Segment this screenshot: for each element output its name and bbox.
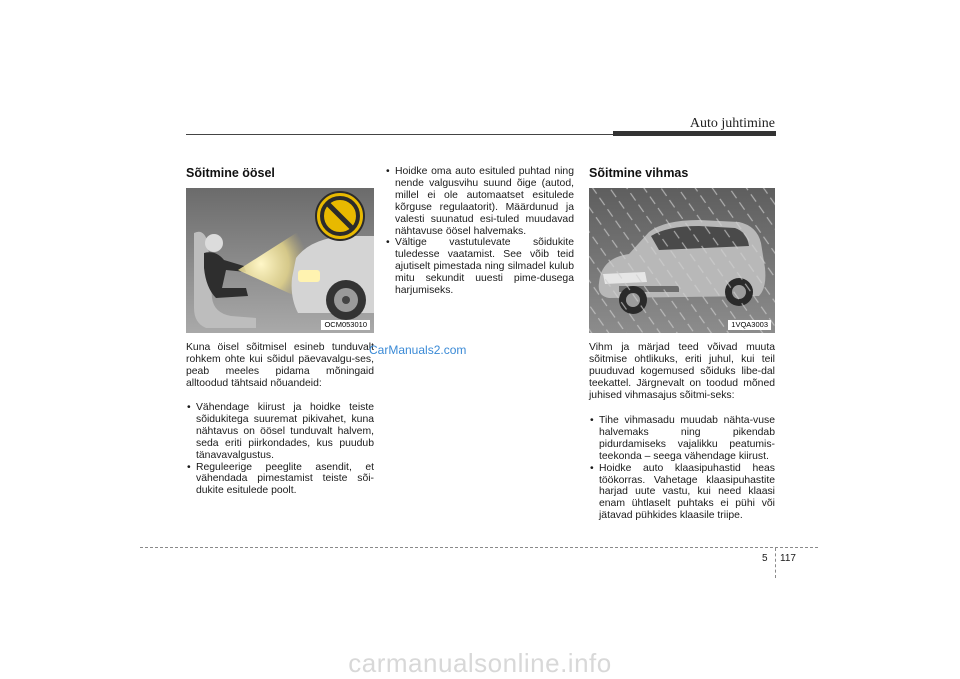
night-driving-list-2 (385, 166, 574, 297)
rain-driving-intro: Vihm ja märjad teed võivad muuta sõitmise ohtlikuks, eriti juhul, kui teil puuduvad kogemused sõiduks libe-dal teekattel. Järgnevalt on toodud mõned juhised vihmasajus sõitmi-seks: (589, 342, 775, 401)
rain-driving-illustration (589, 188, 775, 333)
site-watermark: carmanualsonline.info (348, 648, 612, 678)
rain-driving-heading: Sõitmine vihmas (589, 166, 689, 180)
list-item: • Reguleerige peeglite asendit, et vähendada pimestamist teiste sõi-dukite esitulede poolt. (186, 462, 374, 498)
footer-rule (140, 547, 818, 548)
list-item: • Vältige vastutulevate sõidukite tuledesse vaatamist. See võib teid ajutiselt pimestada ning silmadel kulub mitu sekundit uuesti pime-dusega harjumiseks. (385, 237, 574, 297)
night-driving-intro: Kuna öisel sõitmisel esineb tunduvalt rohkem ohte kui sõidul päevavalgu-ses, peab meeles pidama mõningaid alltoodud tähtsaid nõuandeid: (186, 342, 374, 389)
section-title: Auto juhtimine (689, 116, 775, 131)
list-item: • Hoidke auto klaasipuhastid heas töökorras. Vahetage klaasipuhastite harjad uute vastu, kui need klaasi enam ühtlaselt puhtaks ei pühi või jätavad pühkides klaasile triipe. (589, 463, 775, 523)
figure-code: 1VQA3003 (728, 320, 771, 330)
night-driving-list-1 (186, 402, 374, 497)
list-item: • Hoidke oma auto esituled puhtad ning nende valgusvihu suund õige (autod, millel ei ole automaatset esitulede kõrguse regulaatorit). Määrdunud ja valesti suunatud esi-tuled muudavad nähtavuse öösel halvemaks. (385, 166, 574, 237)
rain-driving-figure (589, 188, 775, 333)
watermark-link[interactable]: CarManuals2.com (369, 343, 467, 357)
list-item: • Vähendage kiirust ja hoidke teiste sõidukitega suuremat pikivahet, kuna nähtavus on öösel tunduvalt halvem, seda eriti piirkondades, kus puudub tänavavalgustus. (186, 402, 374, 462)
rain-driving-list (589, 415, 775, 522)
chapter-number: 5 (762, 553, 768, 564)
night-driving-heading: Sõitmine öösel (186, 166, 275, 180)
header-rule-accent (613, 131, 776, 136)
night-driving-figure (186, 188, 374, 333)
figure-code: OCM053010 (321, 320, 370, 330)
page-number-separator (775, 548, 776, 578)
page-number: 117 (780, 553, 796, 564)
night-driving-illustration (186, 188, 374, 333)
list-item: • Tihe vihmasadu muudab nähta-vuse halvemaks ning pikendab pidurdamiseks vajalikku peatumis-teekonda – seega vähendage kiirust. (589, 415, 775, 463)
